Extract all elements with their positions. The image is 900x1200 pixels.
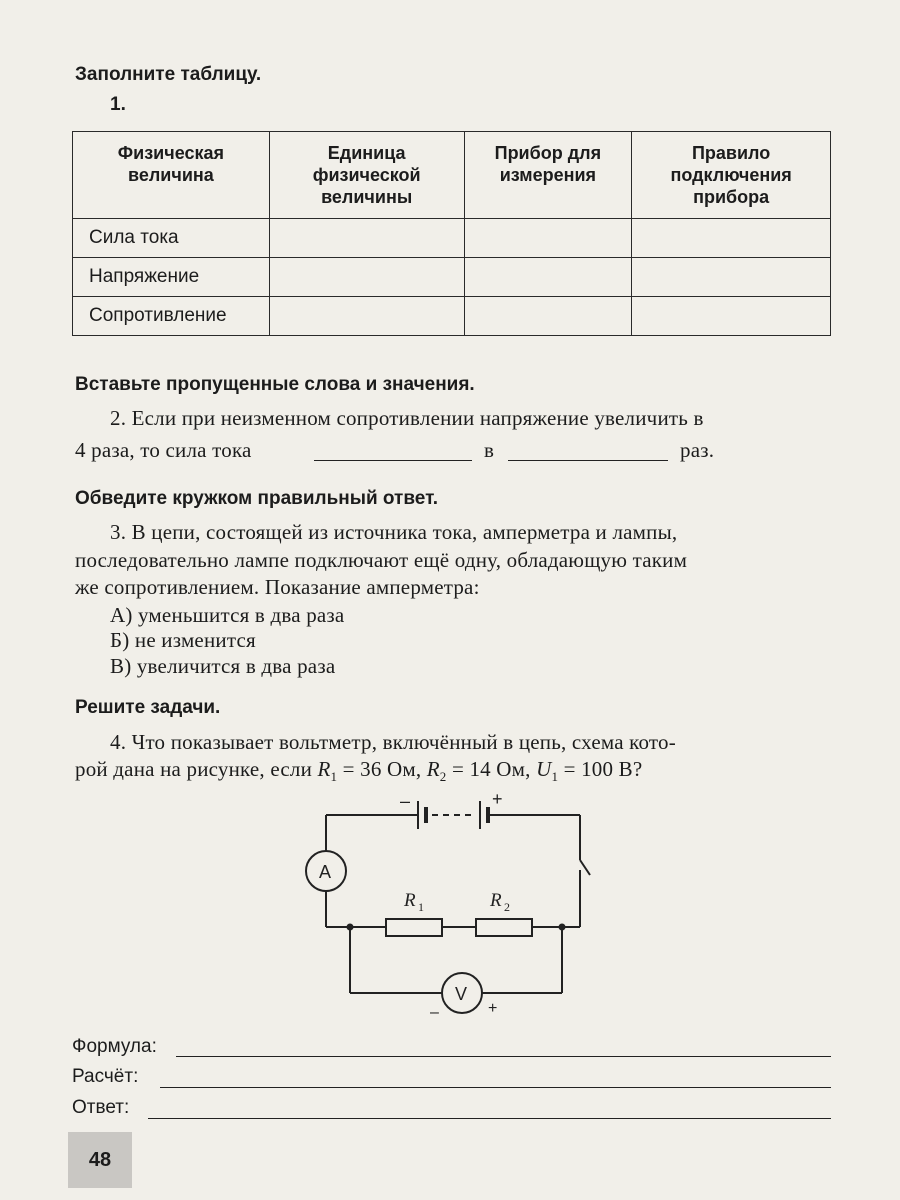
- task-2-line1: 2. Если при неизменном сопротивлении напряжение увеличить в: [110, 406, 704, 430]
- blank-number[interactable]: [508, 460, 668, 461]
- junction: [559, 924, 566, 931]
- choice-heading: Обведите кружком правильный ответ.: [75, 488, 439, 509]
- task-1-number: 1.: [110, 94, 126, 115]
- formula-line[interactable]: [176, 1056, 831, 1057]
- table-row: [73, 258, 831, 297]
- voltmeter-minus: –: [430, 1004, 439, 1015]
- answer-cell[interactable]: [464, 219, 632, 258]
- option-a[interactable]: А) уменьшится в два раза: [110, 603, 345, 627]
- page-number: 48: [68, 1132, 132, 1188]
- task-2-line2: [75, 438, 252, 463]
- row-label: Сопротивление: [73, 297, 270, 336]
- task-2-text-b: в: [484, 438, 495, 462]
- r1-label: R: [404, 890, 416, 911]
- circuit-diagram: [290, 785, 610, 1015]
- r1-sub: 1: [418, 900, 424, 914]
- answer-cell[interactable]: [632, 258, 831, 297]
- resistor-r1: [386, 919, 442, 936]
- task-3-line1: 3. В цепи, состоящей из источника тока, амперметра и лампы,: [110, 520, 678, 544]
- switch: [580, 860, 590, 875]
- answer-line[interactable]: [148, 1118, 831, 1119]
- answer-cell[interactable]: [632, 219, 831, 258]
- battery-minus: –: [400, 791, 411, 811]
- column-header: Единица физической величины: [269, 132, 464, 219]
- voltmeter-plus: +: [488, 1000, 498, 1015]
- blank-word[interactable]: [314, 460, 472, 461]
- answer-label: Ответ:: [72, 1097, 130, 1118]
- answer-cell[interactable]: [632, 297, 831, 336]
- answer-cell[interactable]: [464, 258, 632, 297]
- answer-cell[interactable]: [269, 258, 464, 297]
- answer-cell[interactable]: [464, 297, 632, 336]
- calc-label: Расчёт:: [72, 1066, 139, 1087]
- table-row: [73, 219, 831, 258]
- physics-table: [72, 131, 831, 336]
- r2-label: R: [490, 890, 502, 911]
- junction: [347, 924, 354, 931]
- formula-label: Формула:: [72, 1036, 157, 1057]
- resistor-r2: [476, 919, 532, 936]
- option-b[interactable]: Б) не изменится: [110, 628, 256, 652]
- r2-sub: 2: [504, 900, 510, 914]
- column-header: Правило подключения прибора: [632, 132, 831, 219]
- voltmeter-label: V: [455, 984, 468, 1004]
- calc-line[interactable]: [160, 1087, 831, 1088]
- answer-cell[interactable]: [269, 219, 464, 258]
- task-heading: Решите задачи.: [75, 697, 221, 718]
- ammeter-label: A: [319, 862, 332, 882]
- task-4-line1: 4. Что показывает вольтметр, включённый в цепь, схема кото-: [110, 730, 676, 754]
- task-4-line2: рой дана на рисунке, если $R_1 = 36$ Ом, $R_2 = 14$ Ом, $U_1 = 100$ В?: [75, 757, 643, 785]
- answer-cell[interactable]: [269, 297, 464, 336]
- column-header: Прибор для измерения: [464, 132, 632, 219]
- battery-plus: +: [492, 789, 503, 809]
- table-header-row: [73, 132, 831, 219]
- task-2-text-a: 4 раза, то сила тока: [75, 438, 252, 462]
- option-c[interactable]: В) увеличится в два раза: [110, 654, 336, 678]
- column-header: Физическая величина: [73, 132, 270, 219]
- row-label: Сила тока: [73, 219, 270, 258]
- task-3-line2: последовательно лампе подключают ещё одну, обладающую таким: [75, 548, 688, 572]
- row-label: Напряжение: [73, 258, 270, 297]
- task-3-line3: же сопротивлением. Показание амперметра:: [75, 575, 480, 599]
- table-row: [73, 297, 831, 336]
- table-heading: Заполните таблицу.: [75, 64, 262, 85]
- insert-heading: Вставьте пропущенные слова и значения.: [75, 374, 475, 395]
- task-2-text-c: раз.: [680, 438, 715, 462]
